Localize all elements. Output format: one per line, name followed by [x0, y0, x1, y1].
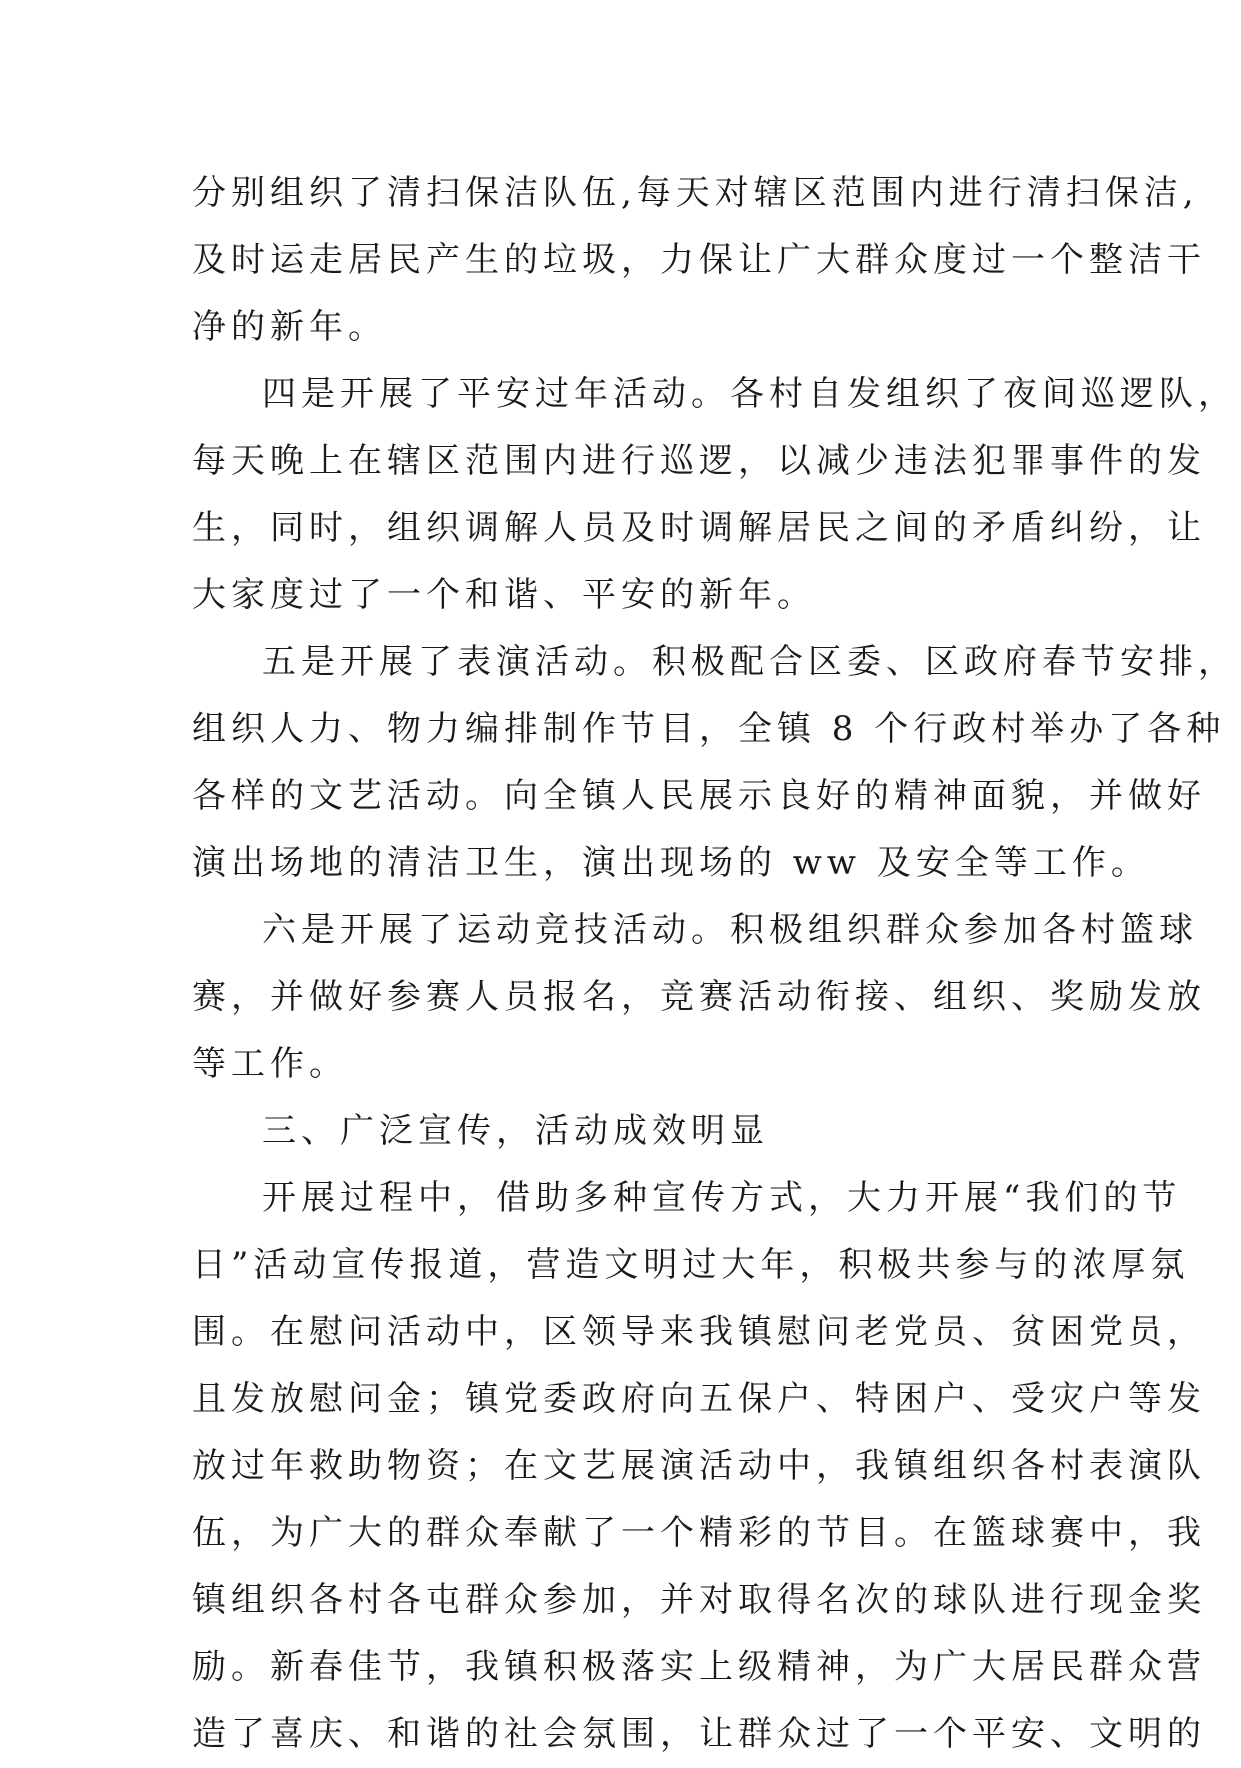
paragraph-start-line: 五是开展了表演活动。积极配合区委、区政府春节安排， — [262, 642, 1237, 682]
text-line: 生，同时，组织调解人员及时调解居民之间的矛盾纠纷，让 — [192, 508, 1206, 548]
text-line: 组织人力、物力编排制作节目，全镇 8 个行政村举办了各种 — [192, 709, 1226, 749]
text-line: 及时运走居民产生的垃圾，力保让广大群众度过一个整洁干 — [192, 240, 1206, 280]
text-line: 大家度过了一个和谐、平安的新年。 — [192, 575, 816, 615]
text-line: 放过年救助物资；在文艺展演活动中，我镇组织各村表演队 — [192, 1446, 1206, 1486]
text-line: 造了喜庆、和谐的社会氛围，让群众过了一个平安、文明的 — [192, 1714, 1206, 1754]
text-line: 伍，为广大的群众奉献了一个精彩的节目。在篮球赛中，我 — [192, 1513, 1206, 1553]
text-line: 赛，并做好参赛人员报名，竞赛活动衔接、组织、奖励发放 — [192, 977, 1206, 1017]
text-line: 每天晚上在辖区范围内进行巡逻，以减少违法犯罪事件的发 — [192, 441, 1206, 481]
text-line: 各样的文艺活动。向全镇人民展示良好的精神面貌，并做好 — [192, 776, 1206, 816]
text-line: 分别组织了清扫保洁队伍,每天对辖区范围内进行清扫保洁, — [192, 173, 1199, 213]
paragraph-start-line: 六是开展了运动竞技活动。积极组织群众参加各村篮球 — [262, 910, 1198, 950]
text-line: 镇组织各村各屯群众参加，并对取得名次的球队进行现金奖 — [192, 1580, 1206, 1620]
document-body — [192, 160, 1237, 1768]
text-line: 励。新春佳节，我镇积极落实上级精神，为广大居民群众营 — [192, 1647, 1206, 1687]
text-line: 且发放慰问金；镇党委政府向五保户、特困户、受灾户等发 — [192, 1379, 1206, 1419]
text-line: 演出场地的清洁卫生，演出现场的 ww 及安全等工作。 — [192, 843, 1150, 883]
paragraph-start-line: 四是开展了平安过年活动。各村自发组织了夜间巡逻队， — [262, 374, 1237, 414]
section-heading: 三、广泛宣传，活动成效明显 — [262, 1111, 769, 1151]
text-line: 等工作。 — [192, 1044, 348, 1084]
paragraph-start-line: 开展过程中，借助多种宣传方式，大力开展“我们的节 — [262, 1178, 1182, 1218]
text-line: 围。在慰问活动中，区领导来我镇慰问老党员、贫困党员， — [192, 1312, 1206, 1352]
text-line: 净的新年。 — [192, 307, 387, 347]
text-line: 日”活动宣传报道，营造文明过大年，积极共参与的浓厚氛 — [192, 1245, 1190, 1285]
